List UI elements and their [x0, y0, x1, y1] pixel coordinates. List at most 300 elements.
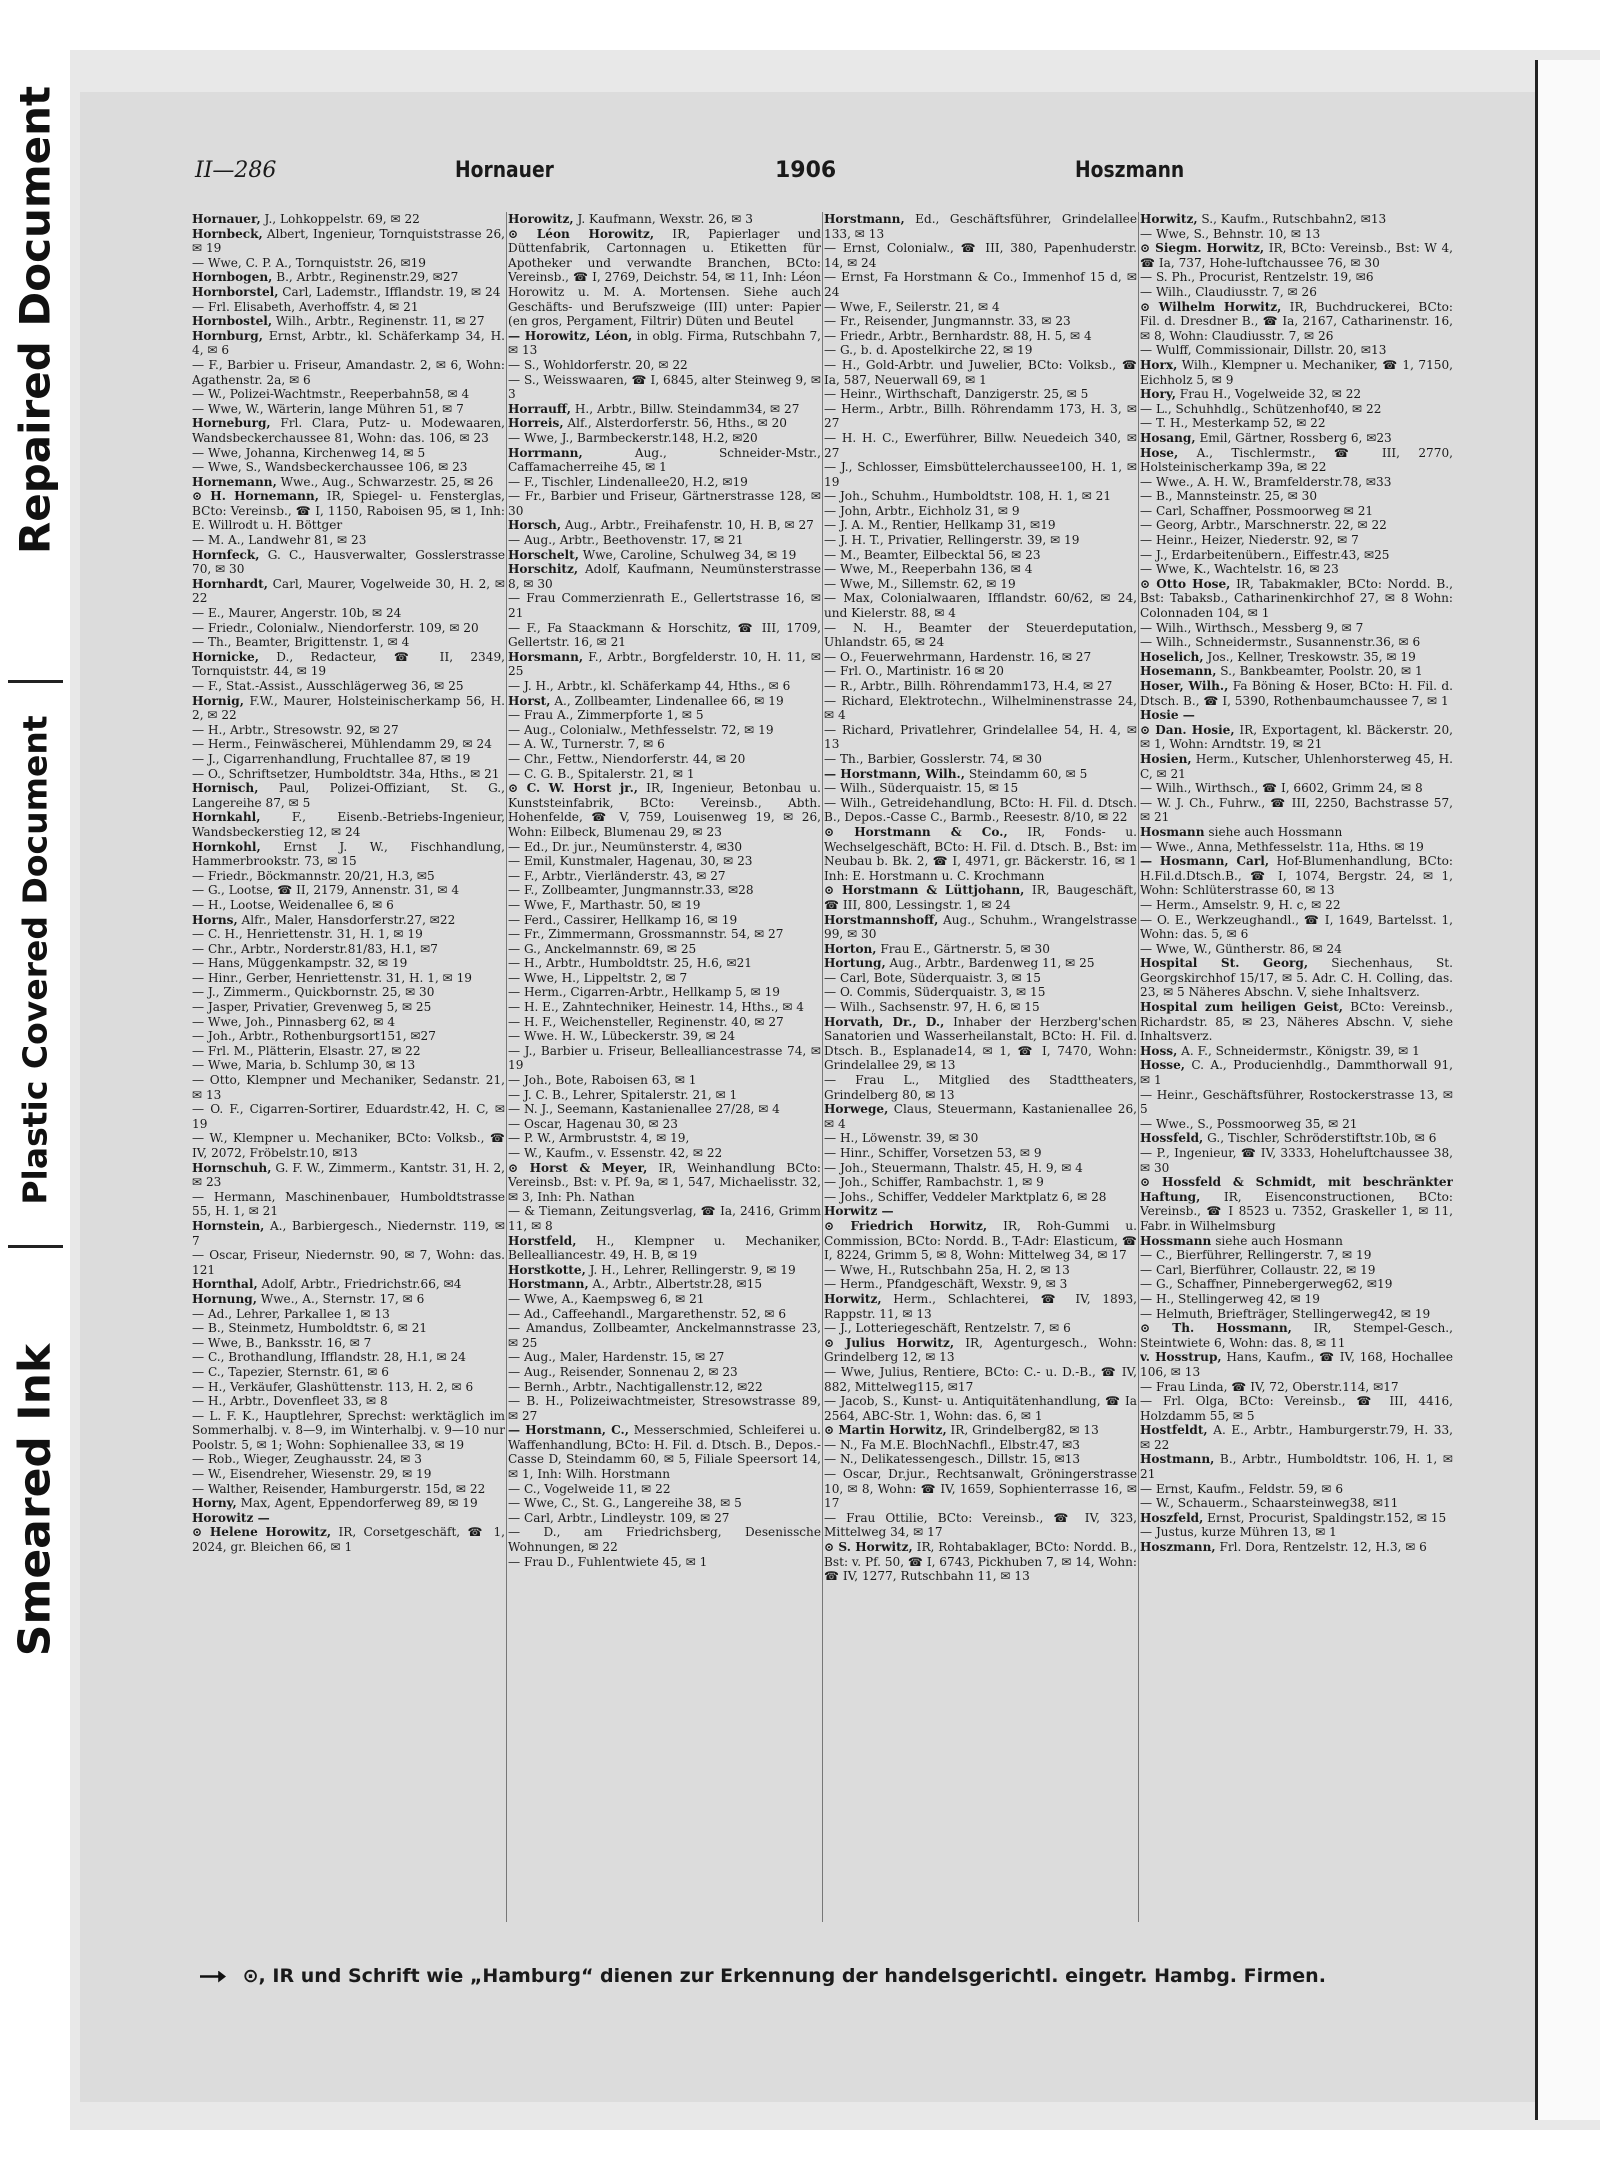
- entry-name: v. Hosstrup,: [1140, 1350, 1222, 1365]
- entry-details: — Wilh., Sachsenstr. 97, H. 6, ✉ 15: [824, 1000, 1040, 1015]
- entry-name: Hornbogen,: [192, 270, 273, 285]
- directory-entry: [508, 1044, 821, 1073]
- directory-entry: [1140, 241, 1453, 270]
- directory-entry: [824, 300, 1137, 315]
- entry-details: — & Tiemann, Zeitungsverlag, ☎ Ia, 2416, Grimm 11, ✉ 8: [508, 1204, 821, 1233]
- entry-name: Horsch,: [508, 518, 562, 533]
- directory-entry: [192, 1044, 505, 1059]
- entry-name: Hornhardt,: [192, 576, 268, 591]
- entry-name: ⊙ Léon Horowitz,: [508, 226, 655, 241]
- entry-name: Hosemann,: [1140, 664, 1217, 679]
- entry-details: G. F. W., Zimmerm., Kantstr. 31, H. 2, ✉ 23: [192, 1160, 505, 1190]
- directory-entry: [508, 1263, 821, 1278]
- entry-details: — C., Bierführer, Rellingerstr. 7, ✉ 19: [1140, 1248, 1372, 1263]
- directory-entry: [1140, 212, 1453, 227]
- directory-entry: [824, 358, 1137, 387]
- directory-entry: [1140, 752, 1453, 781]
- entry-details: Emil, Gärtner, Rossberg 6, ✉23: [1195, 430, 1392, 445]
- directory-entry: [824, 431, 1137, 460]
- entry-details: — Frau L., Mitglied des Stadttheaters, Grindelberg 80, ✉ 13: [824, 1073, 1137, 1102]
- entry-details: — Max, Colonialwaaren, Ifflandstr. 60/62, ✉ 24, und Kielerstr. 88, ✉ 4: [824, 591, 1137, 621]
- entry-details: siehe auch Hossmann: [1204, 824, 1343, 839]
- directory-entry: [192, 723, 505, 738]
- entry-details: BCto: Vereinsb., Richardstr. 85, ✉ 23, Näheres Abschn. V, siehe Inhaltsverz.: [1140, 1000, 1453, 1044]
- entry-details: J. H., Lehrer, Rellingerstr. 9, ✉ 19: [585, 1262, 796, 1277]
- directory-entry: [508, 752, 821, 767]
- entry-details: — Heinr., Heizer, Niederstr. 92, ✉ 7: [1140, 533, 1359, 548]
- entry-details: — H. E., Zahntechniker, Heinestr. 14, Hths., ✉ 4: [508, 1000, 804, 1015]
- entry-details: Paul, Polizei-Offiziant, St. G., Langereihe 87, ✉ 5: [192, 781, 505, 810]
- entry-details: — Ed., Dr. jur., Neumünsterstr. 4, ✉30: [508, 839, 743, 854]
- directory-entry: [192, 1190, 505, 1219]
- entry-details: — Wwe, C., St. G., Langereihe 38, ✉ 5: [508, 1496, 742, 1511]
- directory-entry: [192, 446, 505, 461]
- document-condition-sidebar: [0, 0, 70, 2177]
- label-repaired-document: Repaired Document: [10, 85, 60, 555]
- entry-details: — Ernst, Kaufm., Feldstr. 59, ✉ 6: [1140, 1481, 1344, 1496]
- entry-details: — Wwe, B., Banksstr. 16, ✉ 7: [192, 1335, 372, 1350]
- entry-name: Hornicke,: [192, 649, 259, 664]
- directory-entry: [1140, 840, 1453, 855]
- entry-details: — Frau Ottilie, BCto: Vereinsb., ☎ IV, 323, Mittelweg 34, ✉ 17: [824, 1510, 1137, 1540]
- entry-details: — N. H., Beamter der Steuerdeputation, Uhlandstr. 65, ✉ 24: [824, 620, 1137, 650]
- directory-entry: [824, 1511, 1137, 1540]
- entry-details: — Helmuth, Briefträger, Stellingerweg42, ✉ 19: [1140, 1306, 1431, 1321]
- directory-entry: [192, 635, 505, 650]
- directory-entry: [192, 1102, 505, 1131]
- entry-details: Albert, Ingenieur, Tornquiststrasse 26, ✉ 19: [192, 226, 505, 256]
- directory-entry: [508, 1073, 821, 1088]
- entry-details: Adolf, Kaufmann, Neumünsterstrasse 8, ✉ 30: [508, 562, 821, 591]
- directory-entry: [508, 1000, 821, 1015]
- entry-details: — Joh., Arbtr., Rothenburgsort151, ✉27: [192, 1029, 436, 1044]
- entry-details: Steindamm 60, ✉ 5: [964, 766, 1088, 781]
- directory-entry: [192, 956, 505, 971]
- directory-entry: [824, 1540, 1137, 1584]
- entry-details: — B. H., Polizeiwachtmeister, Stresowstrasse 89, ✉ 27: [508, 1394, 821, 1423]
- directory-entry: [824, 1452, 1137, 1467]
- entry-details: — Johs., Schiffer, Veddeler Marktplatz 6, ✉ 28: [824, 1189, 1107, 1204]
- directory-entry: [508, 212, 821, 227]
- entry-details: — Wwe, M., Sillemstr. 62, ✉ 19: [824, 576, 1016, 591]
- directory-entry: [1140, 562, 1453, 577]
- entry-details: Wilh., Klempner u. Mechaniker, ☎ 1, 7150, Eichholz 5, ✉ 9: [1140, 357, 1453, 387]
- directory-entry: [192, 1292, 505, 1307]
- entry-name: Hornkahl,: [192, 810, 261, 825]
- entry-details: — G., Anckelmannstr. 69, ✉ 25: [508, 941, 697, 956]
- page-number: II—286: [195, 158, 277, 183]
- directory-entry: [508, 737, 821, 752]
- directory-entry: [192, 1058, 505, 1073]
- directory-entry: [1140, 1511, 1453, 1526]
- entry-details: IR, Tabakmakler, BCto: Nordd. B., Bst: Tabaksb., Catharinenkirchhof 27, ✉ 8 Wohn: Colonnaden 104, ✉ 1: [1140, 576, 1453, 621]
- entry-details: — E., Maurer, Angerstr. 10b, ✉ 24: [192, 606, 402, 621]
- directory-entry: [192, 1380, 505, 1395]
- entry-details: — Wwe, C. P. A., Tornquiststr. 26, ✉19: [192, 255, 426, 270]
- entry-name: Horschelt,: [508, 547, 579, 562]
- directory-entry: [1140, 518, 1453, 533]
- directory-entry: [192, 1365, 505, 1380]
- directory-entry: [1140, 664, 1453, 679]
- entry-details: — J., Lotteriegeschäft, Rentzelstr. 7, ✉ 6: [824, 1321, 1071, 1336]
- directory-entry: [1140, 1307, 1453, 1322]
- directory-entry: [824, 270, 1137, 299]
- entry-details: — Joh., Schuhm., Humboldtstr. 108, H. 1, ✉ 21: [824, 489, 1112, 504]
- entry-details: — A. W., Turnerstr. 7, ✉ 6: [508, 737, 665, 752]
- directory-entry: [1140, 1175, 1453, 1233]
- directory-entry: [192, 810, 505, 839]
- entry-details: IR, Spiegel- u. Fensterglas, BCto: Vereinsb., ☎ I, 1150, Raboisen 95, ✉ 1, Inh: E. Willrodt u. H. Böttger: [192, 489, 505, 533]
- entry-details: — Wilh., Wirthsch., ☎ I, 6602, Grimm 24, ✉ 8: [1140, 781, 1423, 796]
- entry-name: Horrmann,: [508, 445, 583, 460]
- directory-entry: [824, 1190, 1137, 1205]
- directory-entry: [508, 869, 821, 884]
- entry-details: Aug., Arbtr., Bardenweg 11, ✉ 25: [885, 956, 1095, 971]
- entry-name: Hornschuh,: [192, 1160, 272, 1175]
- entry-details: — Wwe, A., Kaempsweg 6, ✉ 21: [508, 1291, 705, 1306]
- entry-details: — W., Polizei-Wachtmstr., Reeperbahn58, ✉ 4: [192, 387, 470, 402]
- entry-name: Horstfeld,: [508, 1233, 577, 1248]
- entry-details: — Emil, Kunstmaler, Hagenau, 30, ✉ 23: [508, 854, 753, 869]
- entry-details: IR, Exportagent, kl. Bäckerstr. 20, ✉ 1, Wohn: Arndtstr. 19, ✉ 21: [1140, 722, 1453, 752]
- entry-details: — P., Ingenieur, ☎ IV, 3333, Hoheluftchaussee 38, ✉ 30: [1140, 1146, 1453, 1175]
- page-header: [195, 150, 1455, 190]
- entry-name: Hosien,: [1140, 751, 1192, 766]
- directory-entry: [1140, 1321, 1453, 1350]
- entry-details: — J., Schlosser, Eimsbüttelerchaussee100, H. 1, ✉ 19: [824, 460, 1137, 489]
- directory-entry: [192, 1248, 505, 1277]
- directory-entry: [192, 621, 505, 636]
- directory-entry: [824, 591, 1137, 620]
- directory-entry: [192, 898, 505, 913]
- entry-name: Horx,: [1140, 357, 1178, 372]
- entry-details: — Hans, Müggenkampstr. 32, ✉ 19: [192, 956, 408, 971]
- directory-entry: [1140, 431, 1453, 446]
- entry-details: — Frl. O., Martinistr. 16 ✉ 20: [824, 664, 1004, 679]
- entry-details: A. E., Arbtr., Hamburgerstr.79, H. 33, ✉ 22: [1140, 1423, 1453, 1452]
- entry-details: — B., Steinmetz, Humboldtstr. 6, ✉ 21: [192, 1321, 428, 1336]
- directory-entry: [1140, 898, 1453, 913]
- entry-name: ⊙ Horst & Meyer,: [508, 1160, 648, 1175]
- directory-entry: [1140, 825, 1453, 840]
- entry-details: — Aug., Colonialw., Methfesselstr. 72, ✉ 19: [508, 722, 774, 737]
- entry-details: — Wilh., Getreidehandlung, BCto: H. Fil. d. Dtsch. B., Depos.-Casse C., Barmb., Reesestr. 8/10, ✉ 22: [824, 795, 1137, 825]
- entry-details: — Heinr., Wirthschaft, Danzigerstr. 25, ✉ 5: [824, 387, 1089, 402]
- footer-note: ⊙, IR und Schrift wie „Hamburg“ dienen zur Erkennung der handelsgerichtl. eingetr. Hambg. Firmen.: [242, 1965, 1326, 1987]
- entry-name: Hossfeld,: [1140, 1131, 1204, 1146]
- directory-entry: [508, 1088, 821, 1103]
- entry-details: IR, Corsetgeschäft, ☎ 1, 2024, gr. Bleichen 66, ✉ 1: [192, 1525, 505, 1555]
- directory-entry: [1140, 1131, 1453, 1146]
- directory-entry: [192, 358, 505, 387]
- directory-entry: [1140, 1044, 1453, 1059]
- directory-entry: [508, 1511, 821, 1526]
- entry-name: ⊙ Dan. Hosie,: [1140, 722, 1235, 737]
- entry-name: Hoselich,: [1140, 649, 1204, 664]
- entry-details: G., Tischler, Schröderstiftstr.10b, ✉ 6: [1203, 1131, 1437, 1146]
- entry-name: Hornthal,: [192, 1277, 258, 1292]
- directory-entry: [824, 621, 1137, 650]
- entry-name: ⊙ Martin Horwitz,: [824, 1423, 947, 1438]
- directory-entry: [1140, 475, 1453, 490]
- directory-entry: [1140, 1423, 1453, 1452]
- entry-details: A., Arbtr., Albertstr.28, ✉15: [588, 1277, 763, 1292]
- entry-name: Hosse,: [1140, 1058, 1186, 1073]
- directory-entry: [1140, 1088, 1453, 1117]
- entry-name: ⊙ Horstmann & Co.,: [824, 824, 1008, 839]
- entry-details: — G., Schaffner, Pinnebergerweg62, ✉19: [1140, 1277, 1393, 1292]
- directory-entry: [508, 1394, 821, 1423]
- entry-name: ⊙ Hossfeld & Schmidt, mit beschränkter Haftung,: [1140, 1175, 1453, 1204]
- directory-entry: [192, 1307, 505, 1322]
- directory-entry: [508, 1161, 821, 1205]
- entry-name: Horowitz,: [508, 212, 574, 226]
- entry-details: — Frau Linda, ☎ IV, 72, Oberstr.114, ✉17: [1140, 1379, 1399, 1394]
- entry-details: — Ernst, Fa Horstmann & Co., Immenhof 15 d, ✉ 24: [824, 270, 1137, 299]
- directory-entry: [824, 1102, 1137, 1131]
- entry-details: — S., Weisswaaren, ☎ I, 6845, alter Steinweg 9, ✉ 3: [508, 372, 821, 402]
- directory-entry: [1140, 1234, 1453, 1249]
- directory-entry: [192, 270, 505, 285]
- entry-name: ⊙ Helene Horowitz,: [192, 1525, 332, 1540]
- entry-details: — O., Schriftsetzer, Humboldtstr. 34a, Hths., ✉ 21: [192, 766, 500, 781]
- directory-entry: [1140, 1277, 1453, 1292]
- directory-entry: [1140, 942, 1453, 957]
- entry-details: — Fr., Reisender, Jungmannstr. 33, ✉ 23: [824, 314, 1071, 329]
- entry-details: Aug., Arbtr., Freihafenstr. 10, H. B, ✉ 27: [561, 518, 814, 533]
- entry-name: Hornkohl,: [192, 839, 261, 854]
- entry-name: Hornbeck,: [192, 226, 263, 241]
- directory-entry: [192, 752, 505, 767]
- entry-details: IR, Rohtabaklager, BCto: Nordd. B., Bst: v. Pf. 50, ☎ I, 6743, Pickhuben 7, ✉ 14, Wohn: ☎ IV, 1277, Rutschbahn 11, ✉ 13: [824, 1540, 1137, 1584]
- entry-details: — Frau Commerzienrath E., Gellertstrasse 16, ✉ 21: [508, 591, 821, 621]
- entry-details: — Heinr., Geschäftsführer, Rostockerstrasse 13, ✉ 5: [1140, 1087, 1453, 1117]
- entry-name: ⊙ H. Hornemann,: [192, 489, 319, 504]
- page-footer: [200, 1965, 1460, 2005]
- entry-details: A., Zollbeamter, Lindenallee 66, ✉ 19: [550, 693, 784, 708]
- directory-entry: [508, 767, 821, 782]
- entry-details: — B., Mannsteinstr. 25, ✉ 30: [1140, 489, 1318, 504]
- directory-entry: [824, 1394, 1137, 1423]
- entry-name: Horstmann,: [824, 212, 905, 226]
- entry-name: — Horstmann, Wilh.,: [824, 766, 965, 781]
- entry-details: IR, BCto: Vereinsb., Bst: W 4, ☎ Ia, 737, Hohe-luftchaussee 76, ✉ 30: [1140, 241, 1453, 270]
- entry-name: Horowitz —: [192, 1510, 270, 1525]
- entry-details: Ernst, Arbtr., kl. Schäferkamp 34, H. 4, ✉ 6: [192, 328, 505, 358]
- entry-name: Hortung,: [824, 956, 886, 971]
- entry-details: — Joh., Schiffer, Rambachstr. 1, ✉ 9: [824, 1175, 1044, 1190]
- directory-entry: [824, 650, 1137, 665]
- entry-name: — Horstmann, C.,: [508, 1423, 629, 1438]
- entry-details: — Jasper, Privatier, Grevenweg 5, ✉ 25: [192, 1000, 432, 1015]
- entry-details: — Wwe, J., Barmbeckerstr.148, H.2, ✉20: [508, 430, 758, 445]
- entry-details: J. Kaufmann, Wexstr. 26, ✉ 3: [573, 212, 753, 226]
- header-last-entry: Hoszmann: [1075, 158, 1185, 183]
- directory-entry: [192, 1336, 505, 1351]
- directory-entry: [508, 1380, 821, 1395]
- directory-entry: [192, 694, 505, 723]
- entry-details: — G., b. d. Apostelkirche 22, ✉ 19: [824, 343, 1033, 358]
- directory-entry: [192, 460, 505, 475]
- directory-entry: [1140, 1350, 1453, 1379]
- directory-entry: [1140, 489, 1453, 504]
- entry-details: IR, Papierlager und Düttenfabrik, Cartonnagen u. Etiketten für Apotheker und verwandte Branchen, BCto: Vereinsb., ☎ I, 2769, Deichstr. 54, ✉ 11, Inh: Léon Horowitz u. M. A. Mortensen. Siehe auch Geschäfts- und Berufszweige (III) unter: Papier (en gros, Pergament, Filtrir) Düten und Beutel: [508, 226, 821, 329]
- entry-details: — L. F. K., Hauptlehrer, Sprechst: werktäglich im Sommerhalbj. v. 8—9, im Winterhalbj. v. 9—10 nur Poolstr. 5, ✉ 1; Wohn: Sophienallee 33, ✉ 19: [192, 1408, 505, 1452]
- directory-entry: [824, 1277, 1137, 1292]
- entry-details: — Wwe, Julius, Rentiere, BCto: C.- u. D.-B., ☎ IV, 882, Mittelweg115, ✉17: [824, 1364, 1137, 1394]
- directory-columns: [192, 212, 1454, 1922]
- directory-entry: [192, 1394, 505, 1409]
- directory-entry: [192, 1350, 505, 1365]
- entry-details: — F., Zollbeamter, Jungmannstr.33, ✉28: [508, 883, 754, 898]
- entry-details: — Herm., Cigarren-Arbtr., Hellkamp 5, ✉ 19: [508, 985, 780, 1000]
- entry-details: IR, Eisenconstructionen, BCto: Vereinsb., ☎ I 8523 u. 7352, Graskeller 1, ✉ 11, Fabr. in Wilhelmsburg: [1140, 1189, 1453, 1233]
- entry-details: C. A., Producienhdlg., Dammthorwall 91, ✉ 1: [1140, 1058, 1453, 1088]
- entry-details: — Ernst, Colonialw., ☎ III, 380, Papenhuderstr. 14, ✉ 24: [824, 241, 1137, 270]
- directory-entry: [1140, 1058, 1453, 1087]
- directory-entry: [508, 781, 821, 839]
- entry-details: — Oscar, Hagenau 30, ✉ 23: [508, 1116, 678, 1131]
- entry-details: — O., Feuerwehrmann, Hardenstr. 16, ✉ 27: [824, 649, 1092, 664]
- directory-entry: [508, 1365, 821, 1380]
- directory-entry: [1140, 650, 1453, 665]
- entry-details: — J. H. T., Privatier, Rellingerstr. 39, ✉ 19: [824, 533, 1080, 548]
- directory-entry: [1140, 300, 1453, 344]
- directory-entry: [508, 1350, 821, 1365]
- directory-entry: [192, 387, 505, 402]
- directory-entry: [824, 1131, 1137, 1146]
- entry-name: Horwitz,: [824, 1291, 882, 1306]
- entry-details: — F., Barbier u. Friseur, Amandastr. 2, ✉ 6, Wohn: Agathenstr. 2a, ✉ 6: [192, 357, 505, 387]
- entry-details: — H., Lootse, Weidenallee 6, ✉ 6: [192, 897, 394, 912]
- entry-name: Horst,: [508, 693, 551, 708]
- entry-details: — S., Wohldorferstr. 20, ✉ 22: [508, 357, 688, 372]
- directory-entry: [508, 1292, 821, 1307]
- directory-entry: [192, 913, 505, 928]
- entry-details: Frau H., Vogelweide 32, ✉ 22: [1175, 387, 1362, 402]
- directory-entry: [1140, 343, 1453, 358]
- entry-details: Aug., Schuhm., Wrangelstrasse 99, ✉ 30: [824, 912, 1137, 942]
- directory-entry: [508, 927, 821, 942]
- entry-details: Alfr., Maler, Hansdorferstr.27, ✉22: [237, 912, 456, 927]
- entry-details: — F., Arbtr., Vierländerstr. 43, ✉ 27: [508, 868, 726, 883]
- directory-entry: [508, 708, 821, 723]
- directory-entry: [508, 329, 821, 358]
- directory-entry: [1140, 577, 1453, 621]
- entry-name: Hostmann,: [1140, 1452, 1215, 1467]
- directory-entry: [824, 1146, 1137, 1161]
- directory-entry: [824, 752, 1137, 767]
- entry-details: — W., Kaufm., v. Essenstr. 42, ✉ 22: [508, 1146, 723, 1160]
- directory-entry: [1140, 708, 1453, 723]
- entry-details: H., Arbtr., Billw. Steindamm34, ✉ 27: [571, 401, 800, 416]
- entry-details: — F., Stat.-Assist., Ausschlägerweg 36, ✉ 25: [192, 679, 464, 693]
- entry-details: — Amandus, Zollbeamter, Anckelmannstrasse 23, ✉ 25: [508, 1321, 821, 1350]
- entry-details: B., Arbtr., Reginenstr.29, ✉27: [272, 270, 459, 285]
- directory-entry: [192, 1277, 505, 1292]
- entry-details: — J. C. B., Lehrer, Spitalerstr. 21, ✉ 1: [508, 1087, 738, 1102]
- entry-name: Hose,: [1140, 445, 1179, 460]
- entry-name: Horwege,: [824, 1102, 889, 1117]
- sidebar-divider: [8, 680, 63, 683]
- entry-details: Wwe., A., Sternstr. 17, ✉ 6: [256, 1291, 425, 1306]
- entry-details: — H., Arbtr., Dovenfleet 33, ✉ 8: [192, 1394, 388, 1409]
- directory-entry: [508, 373, 821, 402]
- entry-details: IR, Grindelberg82, ✉ 13: [946, 1423, 1099, 1438]
- entry-name: Horschitz,: [508, 562, 579, 577]
- entry-details: — Wwe, H., Rutschbahn 25a, H. 2, ✉ 13: [824, 1262, 1070, 1277]
- directory-entry: [1140, 956, 1453, 1000]
- entry-details: — Hermann, Maschinenbauer, Humboldtstrasse 55, H. 1, ✉ 21: [192, 1189, 505, 1219]
- sidebar-divider: [8, 1245, 63, 1248]
- entry-name: Hornborstel,: [192, 284, 279, 299]
- directory-entry: [508, 1525, 821, 1554]
- entry-details: — Georg, Arbtr., Marschnerstr. 22, ✉ 22: [1140, 518, 1387, 533]
- entry-details: — Ferd., Cassirer, Hellkamp 16, ✉ 19: [508, 912, 738, 927]
- directory-entry: [824, 1423, 1137, 1438]
- entry-details: — John, Arbtr., Eichholz 31, ✉ 9: [824, 503, 1020, 518]
- directory-entry: [824, 1161, 1137, 1176]
- directory-entry: [192, 985, 505, 1000]
- entry-details: — J., Barbier u. Friseur, Bellealliancestrasse 74, ✉ 19: [508, 1043, 821, 1073]
- directory-entry: [824, 1321, 1137, 1336]
- entry-details: — C. G. B., Spitalerstr. 21, ✉ 1: [508, 766, 695, 781]
- entry-details: Messerschmied, Schleiferei u. Waffenhandlung, BCto: H. Fil. d. Dtsch. B., Depos.-Casse D, Steindamm 60, ✉ 5, Filiale Speersort 14, ✉ 1, Inh: Wilh. Horstmann: [508, 1423, 821, 1482]
- entry-details: — H., Verkäufer, Glashüttenstr. 113, H. 2, ✉ 6: [192, 1379, 474, 1394]
- directory-entry: [824, 1438, 1137, 1453]
- directory-entry: [824, 212, 1137, 241]
- entry-details: — Aug., Reisender, Sonnenau 2, ✉ 23: [508, 1364, 738, 1379]
- entry-name: Hosang,: [1140, 430, 1196, 445]
- entry-details: H., Klempner u. Mechaniker, Bellealliancestr. 49, H. B, ✉ 19: [508, 1233, 821, 1263]
- entry-name: Hornfeck,: [192, 547, 260, 562]
- entry-name: Horvath, Dr., D.,: [824, 1014, 945, 1029]
- directory-entry: [508, 518, 821, 533]
- entry-details: Hof-Blumenhandlung, BCto: H.Fil.d.Dtsch.B., ☎ I, 1074, Bergstr. 24, ✉ 1, Wohn: Schlüterstrasse 60, ✉ 13: [1140, 854, 1453, 898]
- directory-entry: [508, 431, 821, 446]
- directory-entry: [1140, 446, 1453, 475]
- entry-details: Carl, Lademstr., Ifflandstr. 19, ✉ 24: [278, 284, 501, 299]
- entry-details: — Wwe, F., Marthastr. 50, ✉ 19: [508, 897, 701, 912]
- directory-entry: [1140, 1496, 1453, 1511]
- directory-entry: [192, 227, 505, 256]
- adjacent-page-edge: [1535, 60, 1600, 2120]
- entry-details: — Justus, kurze Mühren 13, ✉ 1: [1140, 1525, 1337, 1540]
- entry-details: IR, Weinhandlung BCto: Vereinsb., Bst: v. Pf. 9a, ✉ 1, 547, Michaelisstr. 32, ✉ 3, Inh: Ph. Nathan: [508, 1160, 821, 1204]
- entry-details: Herm., Kutscher, Uhlenhorsterweg 45, H. C, ✉ 21: [1140, 751, 1453, 781]
- directory-entry: [824, 1000, 1137, 1015]
- entry-name: ⊙ Friedrich Horwitz,: [824, 1218, 988, 1233]
- entry-name: Hornbostel,: [192, 314, 273, 329]
- directory-entry: [508, 723, 821, 738]
- entry-name: Horstmann,: [508, 1277, 589, 1292]
- directory-entry: [192, 737, 505, 752]
- entry-details: — H., Gold-Arbtr. und Juwelier, BCto: Volksb., ☎ Ia, 587, Neuerwall 69, ✉ 1: [824, 357, 1137, 387]
- entry-details: Ernst J. W., Fischhandlung, Hammerbrookstr. 73, ✉ 15: [192, 839, 505, 869]
- directory-entry: [192, 402, 505, 417]
- entry-name: Horwitz —: [824, 1204, 894, 1219]
- entry-details: — M., Beamter, Eilbecktal 56, ✉ 23: [824, 547, 1041, 562]
- entry-details: — Wwe, W., Güntherstr. 86, ✉ 24: [1140, 941, 1342, 956]
- entry-details: — H., Arbtr., Stresowstr. 92, ✉ 27: [192, 722, 399, 737]
- entry-details: — J., Cigarrenhandlung, Fruchtallee 87, ✉ 19: [192, 751, 471, 766]
- entry-name: ⊙ Siegm. Horwitz,: [1140, 241, 1265, 256]
- entry-details: — Wilh., Schneidermstr., Susannenstr.36, ✉ 6: [1140, 635, 1421, 650]
- directory-entry: [1140, 781, 1453, 796]
- entry-details: — Chr., Fettw., Niendorferstr. 44, ✉ 20: [508, 751, 746, 766]
- entry-details: — O. Commis, Süderquaistr. 3, ✉ 15: [824, 985, 1046, 1000]
- entry-details: — O. F., Cigarren-Sortirer, Eduardstr.42, H. C, ✉ 19: [192, 1102, 505, 1131]
